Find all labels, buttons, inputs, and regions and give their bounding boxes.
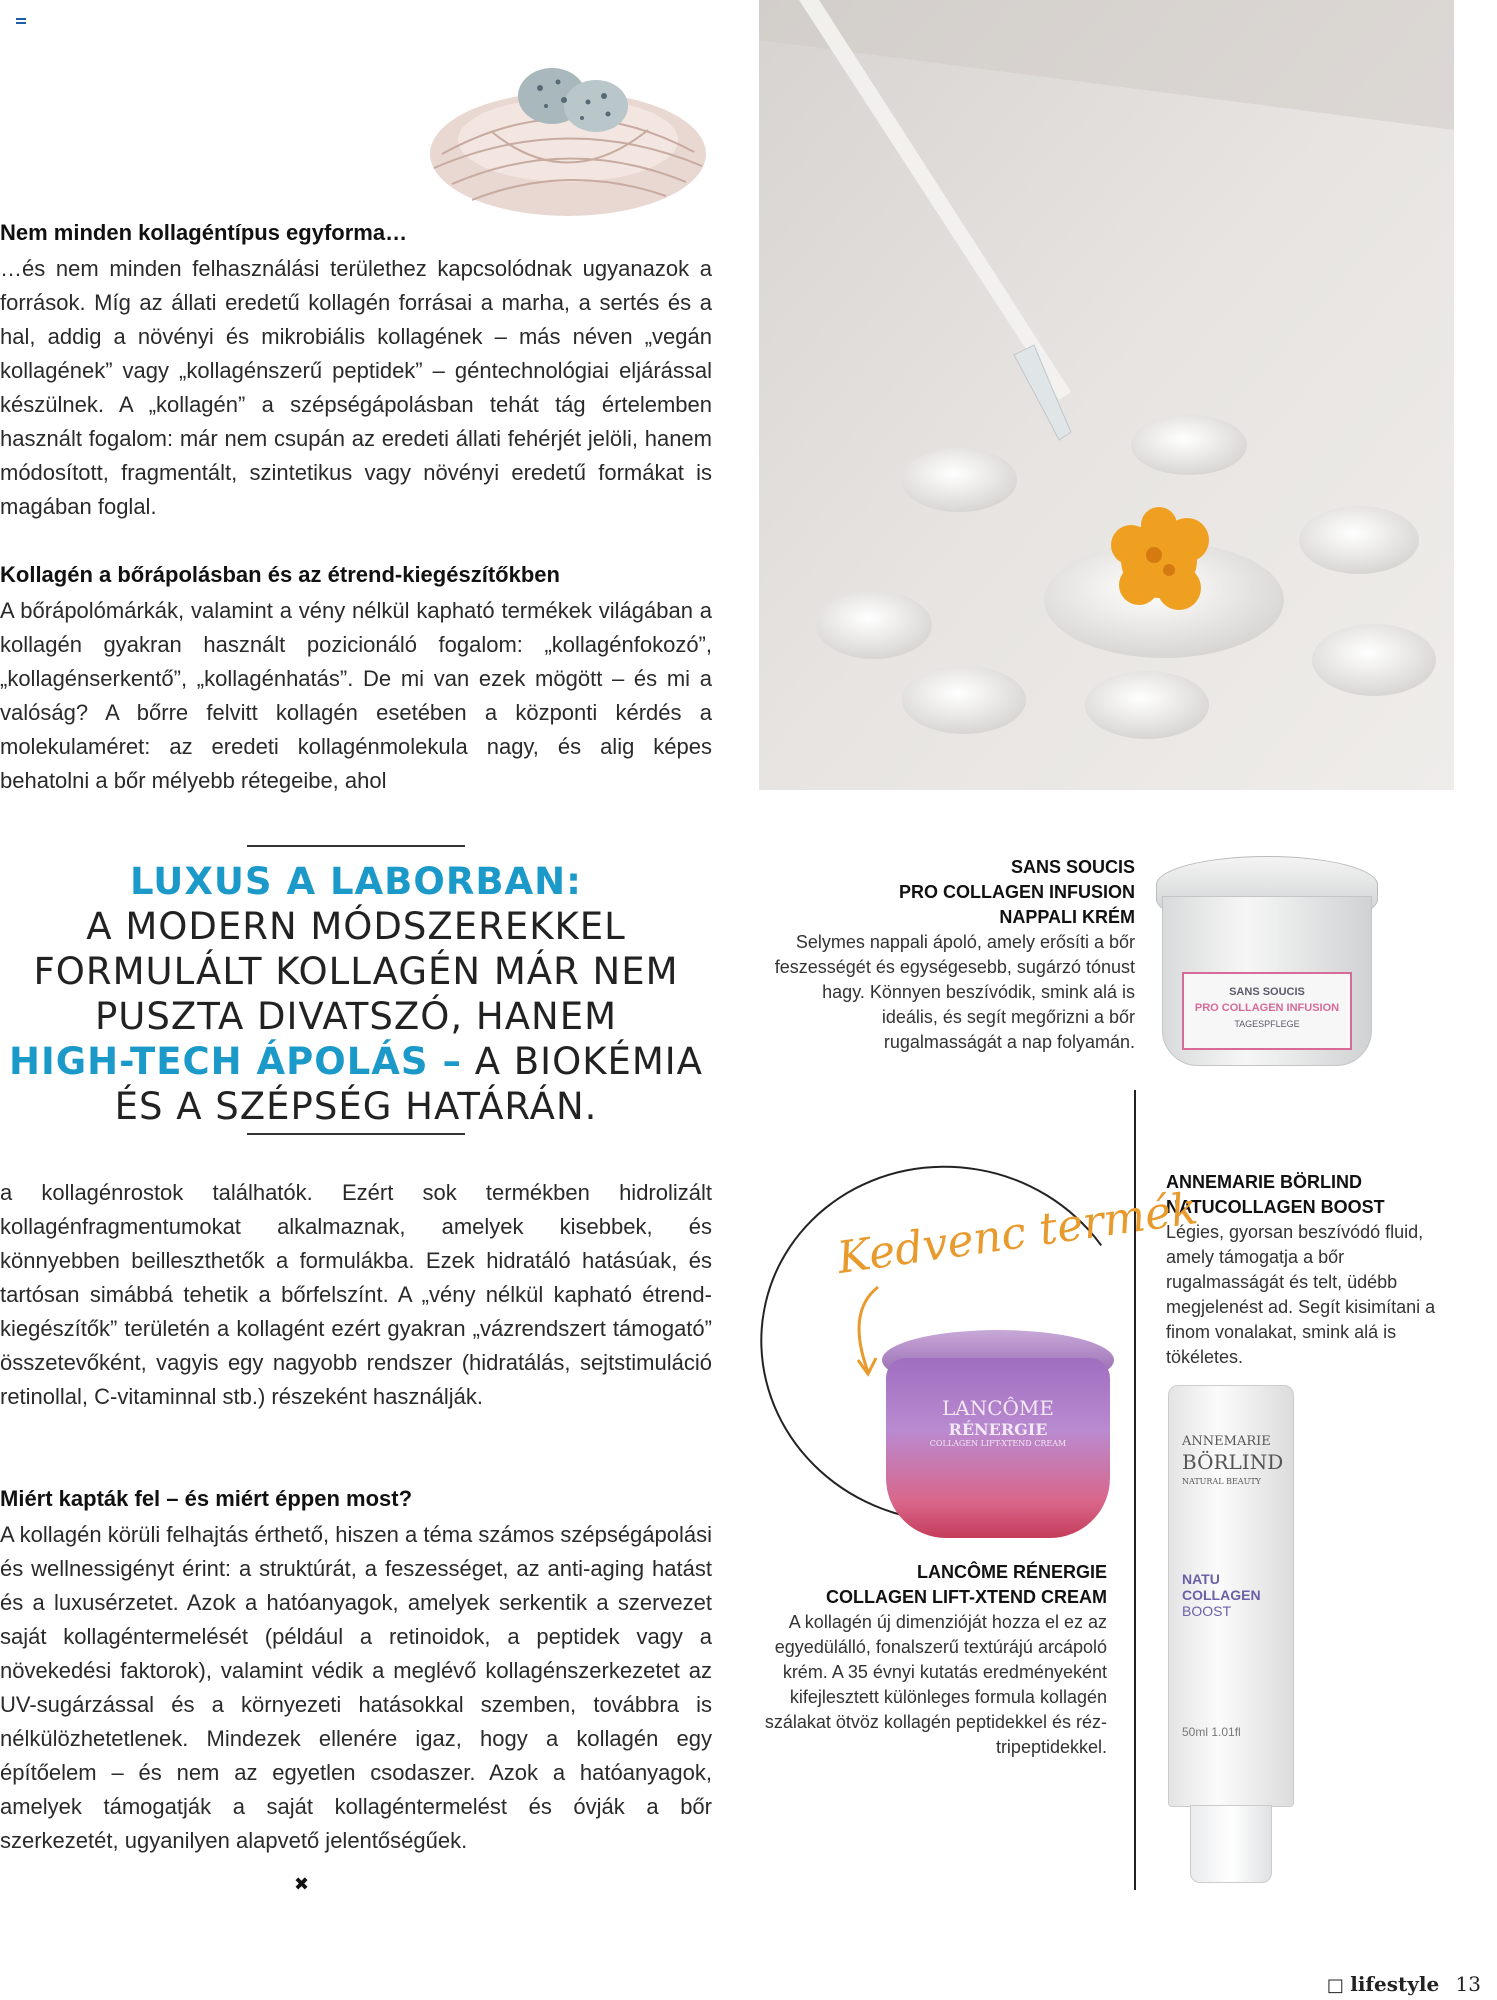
section-body: A bőrápolómárkák, valamint a vény nélkül kapható termékek világában a kollagén gyakran használt pozicionáló fogalom: „kollagénfokozó”, „kollagénserkentő”, „kollagénhatás”. De mi van ezek mögött – és mi a valóság? A bőrre felvitt kollagén esetében a központi kérdés a molekulaméret: az eredeti kollagénmolekula nagy, és alig képes behatolni a bőr mélyebb rétegeibe, ahol bbox=[0, 598, 712, 793]
tube-brand: BÖRLIND bbox=[1182, 1450, 1284, 1474]
product-name: NAPPALI KRÉM bbox=[999, 907, 1135, 927]
product-lancome bbox=[745, 1560, 1107, 1760]
product-description: A kollagén új dimenzióját hozza el ez az egyedülálló, fonalszerű textúrájú arcápoló krém. A 35 évnyi kutatás eredményeként kifejlesztett különleges formula kollagén szálakat ötvöz kollagén peptidekkel és réz-tripeptidekkel. bbox=[764, 1612, 1107, 1757]
tube-brand: ANNEMARIE bbox=[1182, 1434, 1271, 1449]
product-name: PRO COLLAGEN INFUSION bbox=[898, 882, 1135, 902]
annemarie-tube bbox=[1168, 1385, 1292, 1885]
footer-section: lifestyle bbox=[1350, 1972, 1440, 1996]
menu-icon[interactable] bbox=[16, 18, 26, 26]
section-heading: Nem minden kollagéntípus egyforma… bbox=[0, 220, 408, 245]
section-hydrolyzed bbox=[0, 1176, 712, 1414]
tube-product: BOOST bbox=[1182, 1603, 1232, 1619]
product-sans-soucis bbox=[770, 855, 1135, 1055]
section-skincare-supplements bbox=[0, 560, 712, 798]
product-description: Selymes nappali ápoló, amely erősíti a bőr feszességét és egységesebb, sugárzó tónust hagy. Könnyen beszívódik, smink alá is ideális, és segít megőrizni a bőr rugalmasságát a nap folyamán. bbox=[774, 932, 1135, 1052]
sans-soucis-jar bbox=[1156, 856, 1376, 1068]
product-name: ANNEMARIE BÖRLIND bbox=[1166, 1172, 1362, 1192]
jar-product: RÉNERGIE bbox=[948, 1420, 1048, 1439]
jar-brand: LANCÔME bbox=[941, 1396, 1054, 1420]
product-name: COLLAGEN LIFT-XTEND CREAM bbox=[826, 1587, 1107, 1607]
tube-product: NATU bbox=[1182, 1571, 1220, 1587]
end-mark-icon: ✖ bbox=[294, 1874, 310, 1894]
product-name: SANS SOUCIS bbox=[1010, 857, 1135, 877]
product-annemarie-borlind bbox=[1166, 1170, 1456, 1370]
section-body: …és nem minden felhasználási területhez kapcsolódnak ugyanazok a források. Míg az állati eredetű kollagén forrásai a marha, a sertés és a hal, addig a növényi és mikrobiális kollagének – más néven „vegán kollagének” vagy „kollagénszerű peptidek” – géntechnológiai eljárással készülnek. A „kollagén” a szépségápolásban tehát tág értelemben használt fogalom: már nem csupán az eredeti állati fehérjét jelöli, hanem módosított, fragmentált, szintetikus vagy növényi eredetű formákat is magában foglal. bbox=[0, 256, 712, 519]
tube-tag: NATURAL BEAUTY bbox=[1182, 1477, 1261, 1486]
lancome-jar bbox=[882, 1330, 1114, 1544]
quote-line: ÉS A SZÉPSÉG HATÁRÁN. bbox=[114, 1085, 598, 1128]
tube-product: COLLAGEN bbox=[1182, 1587, 1261, 1603]
jar-sub: COLLAGEN LIFT-XTEND CREAM bbox=[929, 1439, 1067, 1448]
section-collagen-types bbox=[0, 218, 712, 524]
section-why-now bbox=[0, 1484, 712, 1858]
section-heading: Kollagén a bőrápolásban és az étrend-kiegészítőkben bbox=[0, 562, 560, 587]
pull-quote bbox=[0, 845, 712, 1135]
quote-line: A MODERN MÓDSZEREKKEL bbox=[86, 905, 626, 948]
product-name: NATUCOLLAGEN BOOST bbox=[1166, 1197, 1385, 1217]
tube-size: 50ml 1.01fl bbox=[1182, 1725, 1241, 1739]
quote-line: A BIOKÉMIA bbox=[461, 1040, 703, 1083]
quote-rule-bottom bbox=[247, 1133, 465, 1135]
product-name: LANCÔME RÉNERGIE bbox=[916, 1562, 1107, 1582]
section-heading: Miért kapták fel – és miért éppen most? bbox=[0, 1486, 413, 1511]
footer-logo-icon: □ bbox=[1326, 1975, 1344, 1996]
product-description: Légies, gyorsan beszívódó fluid, amely támogatja a bőr rugalmasságát és telt, üdébb megjelenést ad. Segít kisimítani a finom vonalakat, smink alá is tökéletes. bbox=[1166, 1222, 1436, 1367]
quote-line: PUSZTA DIVATSZÓ, HANEM bbox=[94, 995, 617, 1038]
quote-rule-top bbox=[247, 845, 465, 847]
nest-illustration bbox=[412, 44, 724, 224]
jar-sub: TAGESPFLEGE bbox=[1234, 1019, 1300, 1029]
serum-dropper-photo bbox=[759, 0, 1454, 790]
quote-accent-2: HIGH-TECH ÁPOLÁS – bbox=[9, 1040, 462, 1083]
page-number: 13 bbox=[1455, 1972, 1481, 1996]
section-body: A kollagén körüli felhajtás érthető, hiszen a téma számos szépségápolási és wellnessigényt érint: a struktúrát, a feszességet, az anti-aging hatást és a luxusérzetet. Azok a hatóanyagok, amelyek serkentik a szervezet saját kollagéntermelését (például a retinoidok, a peptidek vagy a növekedési faktorok), valamint védik a meglévő kollagénszerkezetet az UV-sugárzással és a környezeti hatásokkal szemben, továbbra is nélkülözhetetlenek. Mindezek ellenére igaz, hogy a kollagén egy építőelem – és nem az egyetlen csodaszer. Azok a hatóanyagok, amelyek támogatják a saját kollagéntermelést és óvják a bőr szerkezetét, ugyanilyen alapvető jelentőségűek. bbox=[0, 1522, 712, 1853]
jar-product: PRO COLLAGEN INFUSION bbox=[1194, 1002, 1340, 1014]
section-body: a kollagénrostok találhatók. Ezért sok termékben hidrolizált kollagénfragmentumokat alkalmaznak, amelyek kisebbek, és könnyebben beilleszthetők a formulákba. Ezek hidratáló hatásúak, és tartósan simábbá tehetik a bőrfelszínt. A „vény nélkül kapható étrend-kiegészítők” területén a kollagént ezért gyakran „vázrendszert támogató” összetevőként, vagyis egy nagyobb rendszer (hidratálás, sejtstimuláció retinollal, C-vitaminnal stb.) részeként használják. bbox=[0, 1180, 712, 1409]
quote-line: FORMULÁLT KOLLAGÉN MÁR NEM bbox=[33, 950, 679, 993]
jar-brand: SANS SOUCIS bbox=[1229, 986, 1305, 998]
favorite-badge: Kedvenc termék bbox=[834, 1182, 1201, 1285]
page-footer bbox=[1327, 1972, 1481, 1996]
quote-accent-1: LUXUS A LABORBAN: bbox=[130, 860, 582, 903]
